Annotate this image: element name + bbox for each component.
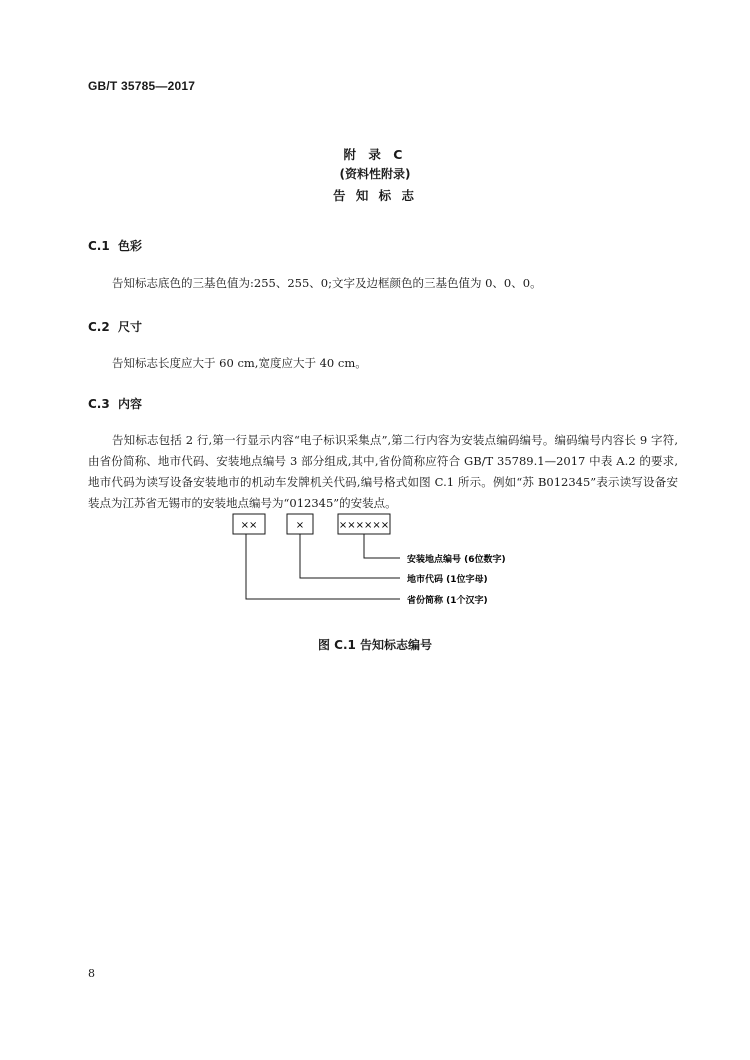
city-box-label: ×: [295, 520, 305, 531]
city-leader-line: [300, 534, 400, 578]
province-box-label: ××: [240, 520, 258, 531]
province-box: [233, 514, 265, 534]
province-leader-line: [246, 534, 400, 599]
site-box: [338, 514, 390, 534]
site-box-label: ××××××: [338, 520, 390, 531]
section-number: C.3: [88, 397, 110, 411]
annex-type: (资料性附录): [339, 167, 411, 181]
section-heading-c3: [88, 395, 142, 412]
annex-title: 附 录 C: [343, 147, 407, 162]
site-leader-line: [364, 534, 400, 558]
section-text-c2: 告知标志长度应大于 60 cm,宽度应大于 40 cm。: [112, 356, 367, 370]
section-title: 尺寸: [118, 320, 143, 334]
site-callout: 安装地点编号 (6位数字): [407, 555, 506, 565]
standard-number: GB/T 35785—2017: [88, 79, 196, 93]
section-number: C.2: [88, 320, 110, 334]
section-text-c3: 告知标志包括 2 行,第一行显示内容“电子标识采集点”,第二行内容为安装点编码编号。编码编号内容长 9 字符,由省份简称、地市代码、安装地点编号 3 部分组成,其中,省份简称应符合 GB/T 35789.1—2017 中表 A.2 的要求,地市代码为读写设备安装地市的机动车发牌机关代码,编号格式如图 C.1 所示。例如“苏 B012345”表示读写设备安装点为江苏省无锡市的安装地点编号为“012345”的安装点。: [88, 433, 678, 510]
province-callout: 省份简称 (1个汉字): [407, 596, 488, 606]
section-title: 内容: [118, 397, 143, 411]
city-callout: 地市代码 (1位字母): [407, 575, 488, 585]
figure-caption: 图 C.1 告知标志编号: [317, 638, 433, 652]
annex-name: 告 知 标 志: [332, 188, 418, 203]
section-number: C.1: [88, 239, 110, 253]
city-box: [287, 514, 313, 534]
section-text-c1: 告知标志底色的三基色值为:255、255、0;文字及边框颜色的三基色值为 0、0、0。: [112, 276, 542, 290]
page-number: 8: [88, 967, 95, 980]
section-heading-c2: [88, 318, 142, 335]
section-heading-c1: [88, 237, 142, 254]
section-title: 色彩: [118, 239, 143, 253]
